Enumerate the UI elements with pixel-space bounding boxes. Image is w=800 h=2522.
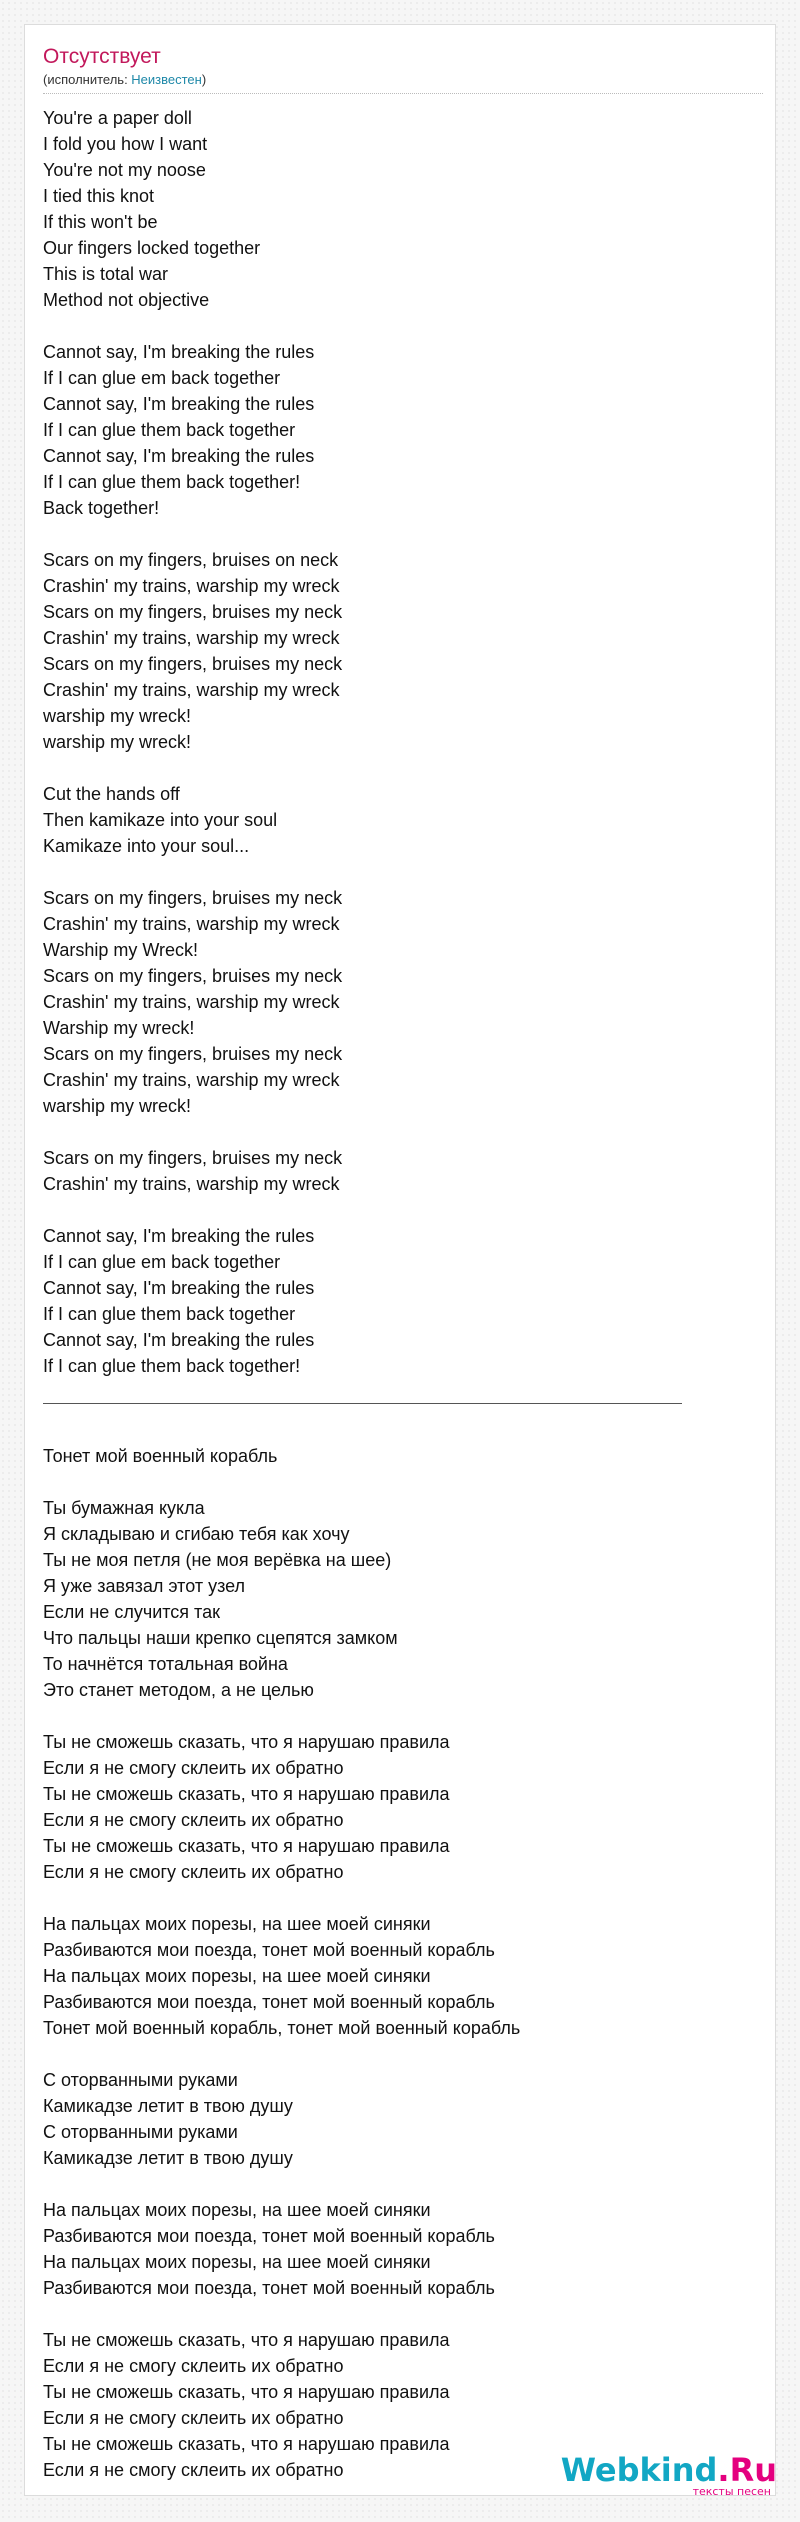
- logo-tld: .Ru: [717, 2451, 777, 2489]
- logo-tagline: тексты песен: [692, 2485, 771, 2498]
- lyric-line: Я складываю и сгибаю тебя как хочу: [43, 1524, 350, 1544]
- lyrics-card: [24, 24, 776, 2496]
- lyric-line: С оторванными руками: [43, 2122, 238, 2142]
- lyric-line: Если не случится так: [43, 1602, 220, 1622]
- lyric-line: Ты не сможешь сказать, что я нарушаю правила: [43, 2330, 450, 2350]
- lyric-line: Если я не смогу склеить их обратно: [43, 2460, 344, 2480]
- translated-lyrics: [43, 1443, 743, 2483]
- stanza-break: [43, 2171, 743, 2197]
- lyric-line: Crashin' my trains, warship my wreck: [43, 680, 340, 700]
- lyric-line: Если я не смогу склеить их обратно: [43, 2408, 344, 2428]
- stanza-break: [43, 1703, 743, 1729]
- header-dotted-rule: [43, 93, 763, 94]
- lyric-line: Then kamikaze into your soul: [43, 810, 278, 830]
- lyric-line: warship my wreck!: [43, 732, 192, 752]
- lyric-line: If I can glue em back together: [43, 1252, 281, 1272]
- stanza-break: [43, 755, 743, 781]
- lyric-line: If I can glue them back together: [43, 1304, 296, 1324]
- lyric-line: Камикадзе летит в твою душу: [43, 2148, 293, 2168]
- lyric-line: Cannot say, I'm breaking the rules: [43, 1330, 315, 1350]
- lyric-line: Я уже завязал этот узел: [43, 1576, 246, 1596]
- lyric-line: Ты не сможешь сказать, что я нарушаю правила: [43, 1784, 450, 1804]
- lyric-line: Камикадзе летит в твою душу: [43, 2096, 293, 2116]
- stanza-break: [43, 313, 743, 339]
- translation-divider: [43, 1403, 682, 1404]
- performer-link[interactable]: Неизвестен: [131, 72, 202, 87]
- song-title: Отсутствует: [43, 45, 161, 68]
- lyric-line: Scars on my fingers, bruises my neck: [43, 1044, 343, 1064]
- lyric-line: If I can glue them back together: [43, 420, 296, 440]
- lyric-line: Тонет мой военный корабль, тонет мой военный корабль: [43, 2018, 521, 2038]
- lyric-line: Если я не смогу склеить их обратно: [43, 1758, 344, 1778]
- stanza-break: [43, 2041, 743, 2067]
- lyric-line: Crashin' my trains, warship my wreck: [43, 992, 340, 1012]
- lyric-line: I fold you how I want: [43, 134, 208, 154]
- lyric-line: Ты не сможешь сказать, что я нарушаю правила: [43, 2434, 450, 2454]
- lyric-line: На пальцах моих порезы, на шее моей синяки: [43, 2252, 431, 2272]
- lyric-line: Cannot say, I'm breaking the rules: [43, 342, 315, 362]
- lyric-line: Ты не моя петля (не моя верёвка на шее): [43, 1550, 392, 1570]
- lyric-line: На пальцах моих порезы, на шее моей синяки: [43, 1966, 431, 1986]
- lyric-line: I tied this knot: [43, 186, 155, 206]
- lyric-line: Cannot say, I'm breaking the rules: [43, 1278, 315, 1298]
- lyric-line: This is total war: [43, 264, 169, 284]
- lyric-line: Scars on my fingers, bruises my neck: [43, 966, 343, 986]
- performer-prefix: (исполнитель:: [43, 72, 132, 87]
- webkind-logo[interactable]: [560, 2451, 777, 2500]
- logo-wordmark: [561, 2452, 777, 2488]
- performer-suffix: ): [201, 72, 207, 87]
- lyric-line: Это станет методом, а не целью: [43, 1680, 314, 1700]
- lyric-line: Our fingers locked together: [43, 238, 261, 258]
- lyric-line: На пальцах моих порезы, на шее моей синяки: [43, 1914, 431, 1934]
- logo-name: Webkind: [560, 2451, 718, 2489]
- lyric-line: С оторванными руками: [43, 2070, 238, 2090]
- lyric-line: Cut the hands off: [43, 784, 180, 804]
- lyric-line: Что пальцы наши крепко сцепятся замком: [43, 1628, 398, 1648]
- lyric-line: Ты бумажная кукла: [43, 1498, 205, 1518]
- lyric-line: То начнётся тотальная война: [43, 1654, 288, 1674]
- lyric-line: Если я не смогу склеить их обратно: [43, 1862, 344, 1882]
- lyric-line: You're a paper doll: [43, 108, 192, 128]
- lyric-line: Cannot say, I'm breaking the rules: [43, 1226, 315, 1246]
- lyric-line: warship my wreck!: [43, 1096, 192, 1116]
- lyric-line: Разбиваются мои поезда, тонет мой военный корабль: [43, 2226, 495, 2246]
- lyric-line: Если я не смогу склеить их обратно: [43, 2356, 344, 2376]
- lyric-line: Crashin' my trains, warship my wreck: [43, 1070, 340, 1090]
- lyric-line: Crashin' my trains, warship my wreck: [43, 576, 340, 596]
- stanza-break: [43, 1469, 743, 1495]
- lyric-line: Ты не сможешь сказать, что я нарушаю правила: [43, 2382, 450, 2402]
- lyric-line: Method not objective: [43, 290, 210, 310]
- lyric-line: Разбиваются мои поезда, тонет мой военный корабль: [43, 2278, 495, 2298]
- performer-line: [43, 72, 206, 88]
- lyric-line: Scars on my fingers, bruises my neck: [43, 602, 343, 622]
- lyric-line: Crashin' my trains, warship my wreck: [43, 628, 340, 648]
- lyric-line: If I can glue them back together!: [43, 472, 301, 492]
- stanza-break: [43, 1119, 743, 1145]
- lyric-line: If I can glue them back together!: [43, 1356, 301, 1376]
- lyric-line: Тонет мой военный корабль: [43, 1446, 278, 1466]
- lyric-line: warship my wreck!: [43, 706, 192, 726]
- lyric-line: Scars on my fingers, bruises my neck: [43, 888, 343, 908]
- lyric-line: Если я не смогу склеить их обратно: [43, 1810, 344, 1830]
- original-lyrics: [43, 105, 743, 1379]
- lyric-line: Scars on my fingers, bruises my neck: [43, 1148, 343, 1168]
- lyric-line: If this won't be: [43, 212, 158, 232]
- stanza-break: [43, 859, 743, 885]
- lyric-line: Ты не сможешь сказать, что я нарушаю правила: [43, 1732, 450, 1752]
- lyric-line: Scars on my fingers, bruises my neck: [43, 654, 343, 674]
- lyric-line: Scars on my fingers, bruises on neck: [43, 550, 339, 570]
- lyric-line: Back together!: [43, 498, 160, 518]
- lyric-line: If I can glue em back together: [43, 368, 281, 388]
- stanza-break: [43, 521, 743, 547]
- lyric-line: Crashin' my trains, warship my wreck: [43, 1174, 340, 1194]
- lyric-line: Warship my wreck!: [43, 1018, 195, 1038]
- lyric-line: Crashin' my trains, warship my wreck: [43, 914, 340, 934]
- lyric-line: Разбиваются мои поезда, тонет мой военный корабль: [43, 1992, 495, 2012]
- lyric-line: You're not my noose: [43, 160, 206, 180]
- stanza-break: [43, 2301, 743, 2327]
- stanza-break: [43, 1197, 743, 1223]
- lyric-line: Cannot say, I'm breaking the rules: [43, 446, 315, 466]
- lyric-line: Разбиваются мои поезда, тонет мой военный корабль: [43, 1940, 495, 1960]
- lyric-line: Kamikaze into your soul...: [43, 836, 250, 856]
- lyric-line: Ты не сможешь сказать, что я нарушаю правила: [43, 1836, 450, 1856]
- lyric-line: Warship my Wreck!: [43, 940, 199, 960]
- lyric-line: Cannot say, I'm breaking the rules: [43, 394, 315, 414]
- lyric-line: На пальцах моих порезы, на шее моей синяки: [43, 2200, 431, 2220]
- stanza-break: [43, 1885, 743, 1911]
